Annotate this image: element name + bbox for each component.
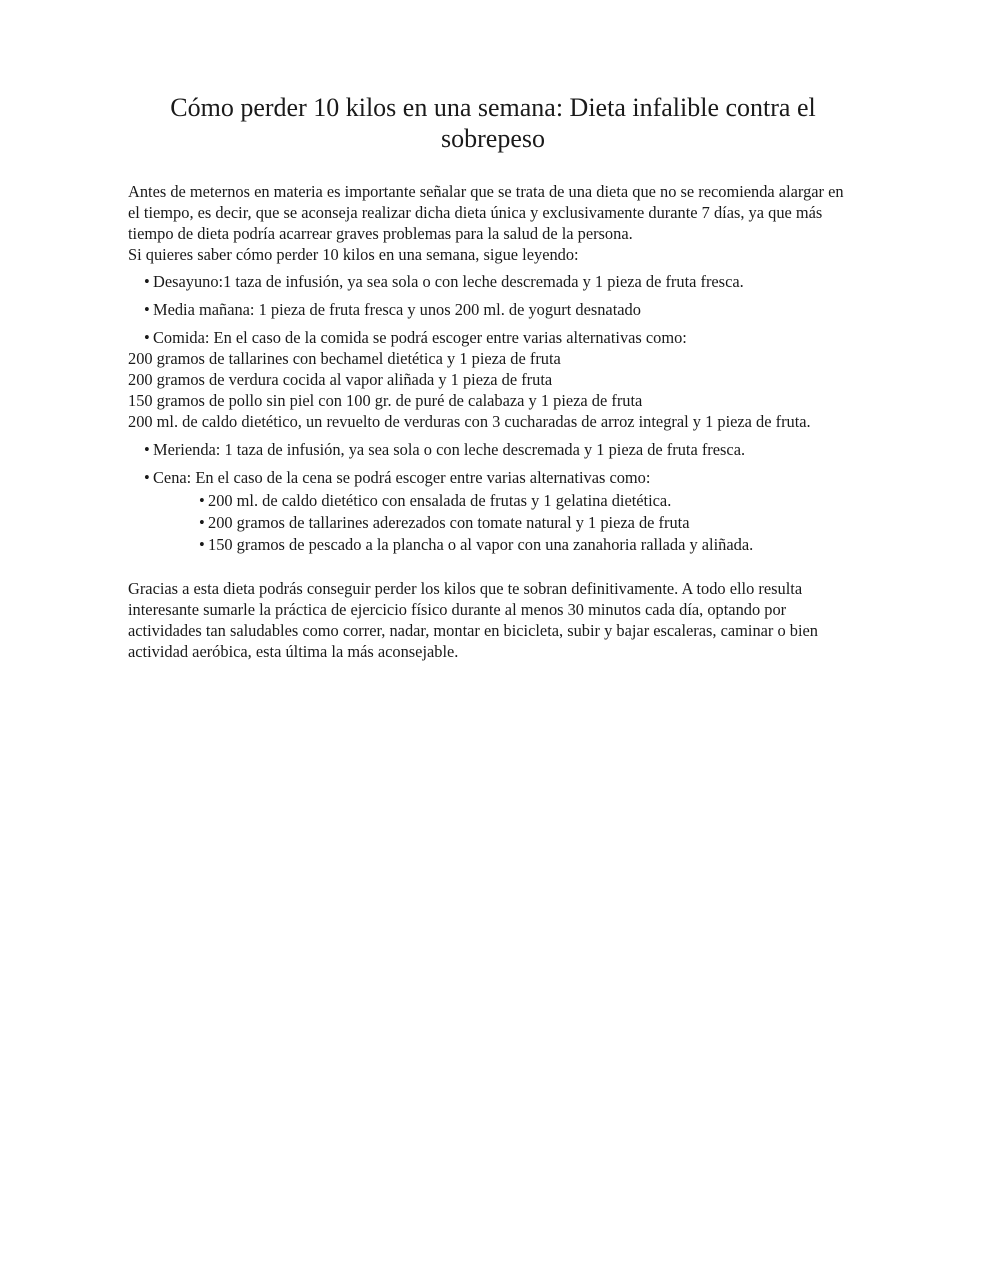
intro-text: Antes de meternos en materia es importante señalar que se trata de una dieta que no se recomienda alargar en el tiempo, es decir, que se aconseja realizar dicha dieta única y exclusivamente durante 7 días, ya que más tiempo de dieta podría acarrear graves problemas para la salud de la persona. xyxy=(128,182,844,243)
bullet-icon: • xyxy=(199,535,205,554)
intro-paragraph xyxy=(128,181,858,265)
meal-list xyxy=(128,271,858,556)
bullet-icon: • xyxy=(199,491,205,510)
document-page xyxy=(128,92,858,662)
comida-option: 150 gramos de pollo sin piel con 100 gr. de puré de calabaza y 1 pieza de fruta xyxy=(128,391,643,410)
page-title: Cómo perder 10 kilos en una semana: Dieta infalible contra el sobrepeso xyxy=(170,93,816,153)
meal-item-cena xyxy=(128,467,858,556)
bullet-icon: • xyxy=(199,513,205,532)
meal-item-desayuno xyxy=(128,271,858,292)
cena-option-text: 200 ml. de caldo dietético con ensalada de frutas y 1 gelatina dietética. xyxy=(208,491,672,510)
meal-item-media-manana xyxy=(128,299,858,320)
cena-option xyxy=(128,490,858,512)
meal-text: Desayuno:1 taza de infusión, ya sea sola o con leche descremada y 1 pieza de fruta fresca. xyxy=(153,272,744,291)
meal-text: Merienda: 1 taza de infusión, ya sea sola o con leche descremada y 1 pieza de fruta fresca. xyxy=(153,440,746,459)
intro-lead-in: Si quieres saber cómo perder 10 kilos en una semana, sigue leyendo: xyxy=(128,245,579,264)
bullet-icon: • xyxy=(144,300,150,319)
bullet-icon: • xyxy=(144,468,150,487)
closing-paragraph: Gracias a esta dieta podrás conseguir perder los kilos que te sobran definitivamente. A todo ello resulta interesante sumarle la práctica de ejercicio físico durante al menos 30 minutos cada día, optando por actividades tan saludables como correr, nadar, montar en bicicleta, subir y bajar escaleras, caminar o bien actividad aeróbica, esta última la más aconsejable. xyxy=(128,579,818,661)
meal-text: Media mañana: 1 pieza de fruta fresca y unos 200 ml. de yogurt desnatado xyxy=(153,300,641,319)
cena-options-list xyxy=(128,490,858,556)
meal-heading: Comida: En el caso de la comida se podrá escoger entre varias alternativas como: xyxy=(153,328,687,347)
cena-option-text: 200 gramos de tallarines aderezados con tomate natural y 1 pieza de fruta xyxy=(208,513,690,532)
comida-option: 200 ml. de caldo dietético, un revuelto de verduras con 3 cucharadas de arroz integral y 1 pieza de fruta. xyxy=(128,412,811,431)
bullet-icon: • xyxy=(144,328,150,347)
meal-heading: Cena: En el caso de la cena se podrá escoger entre varias alternativas como: xyxy=(153,468,651,487)
cena-option-text: 150 gramos de pescado a la plancha o al vapor con una zanahoria rallada y aliñada. xyxy=(208,535,754,554)
comida-option: 200 gramos de verdura cocida al vapor aliñada y 1 pieza de fruta xyxy=(128,370,553,389)
meal-item-merienda xyxy=(128,439,858,460)
meal-item-comida xyxy=(128,327,858,432)
cena-option xyxy=(128,512,858,534)
bullet-icon: • xyxy=(144,272,150,291)
bullet-icon: • xyxy=(144,440,150,459)
comida-option: 200 gramos de tallarines con bechamel dietética y 1 pieza de fruta xyxy=(128,349,561,368)
cena-option xyxy=(128,534,858,556)
